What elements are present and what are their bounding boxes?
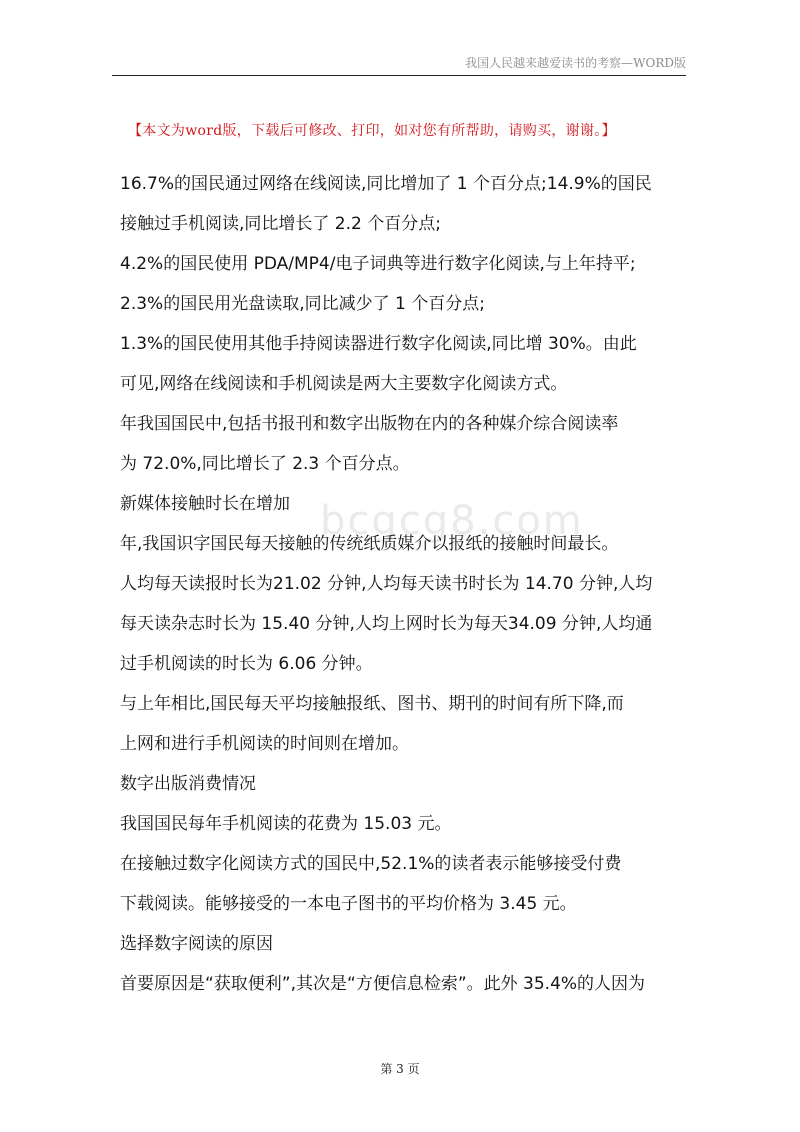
text-line: 4.2%的国民使用 PDA/MP4/电子词典等进行数字化阅读,与上年持平;	[120, 254, 636, 274]
text-line: 人均每天读报时长为21.02 分钟,人均每天读书时长为 14.70 分钟,人均	[120, 574, 653, 594]
text-line: 过手机阅读的时长为 6.06 分钟。	[120, 654, 373, 674]
text-line: 在接触过数字化阅读方式的国民中,52.1%的读者表示能够接受付费	[120, 854, 622, 874]
text-line: 首要原因是“获取便利”,其次是“方便信息检索”。此外 35.4%的人因为	[120, 974, 646, 994]
page-header	[112, 54, 686, 74]
download-notice: 【本文为word版，下载后可修改、打印，如对您有所帮助，请购买，谢谢。】	[128, 123, 616, 139]
page-number: 第 3 页	[380, 1062, 420, 1076]
text-line: 年,我国识字国民每天接触的传统纸质媒介以报纸的接触时间最长。	[120, 534, 619, 554]
text-line: 与上年相比,国民每天平均接触报纸、图书、期刊的时间有所下降,而	[120, 694, 624, 714]
text-line: 16.7%的国民通过网络在线阅读,同比增加了 1 个百分点;14.9%的国民	[120, 174, 652, 194]
watermark: bcgcg8.com	[320, 498, 584, 544]
section-heading: 新媒体接触时长在增加	[120, 494, 290, 514]
text-line: 可见,网络在线阅读和手机阅读是两大主要数字化阅读方式。	[120, 374, 568, 394]
text-line: 下载阅读。能够接受的一本电子图书的平均价格为 3.45 元。	[120, 894, 577, 914]
body-text	[120, 164, 686, 1004]
section-heading: 数字出版消费情况	[120, 774, 256, 794]
text-line: 2.3%的国民用光盘读取,同比减少了 1 个百分点;	[120, 294, 485, 314]
header-divider	[112, 75, 686, 76]
text-line: 为 72.0%,同比增长了 2.3 个百分点。	[120, 454, 410, 474]
text-line: 每天读杂志时长为 15.40 分钟,人均上网时长为每天34.09 分钟,人均通	[120, 614, 653, 634]
text-line: 我国国民每年手机阅读的花费为 15.03 元。	[120, 814, 452, 834]
section-heading: 选择数字阅读的原因	[120, 934, 273, 954]
text-line: 年我国国民中,包括书报刊和数字出版物在内的各种媒介综合阅读率	[120, 414, 619, 434]
text-line: 上网和进行手机阅读的时间则在增加。	[120, 734, 409, 754]
text-line: 接触过手机阅读,同比增长了 2.2 个百分点;	[120, 214, 441, 234]
header-title: 我国人民越来越爱读书的考察—WORD版	[465, 56, 686, 70]
text-line: 1.3%的国民使用其他手持阅读器进行数字化阅读,同比增 30%。由此	[120, 334, 637, 354]
